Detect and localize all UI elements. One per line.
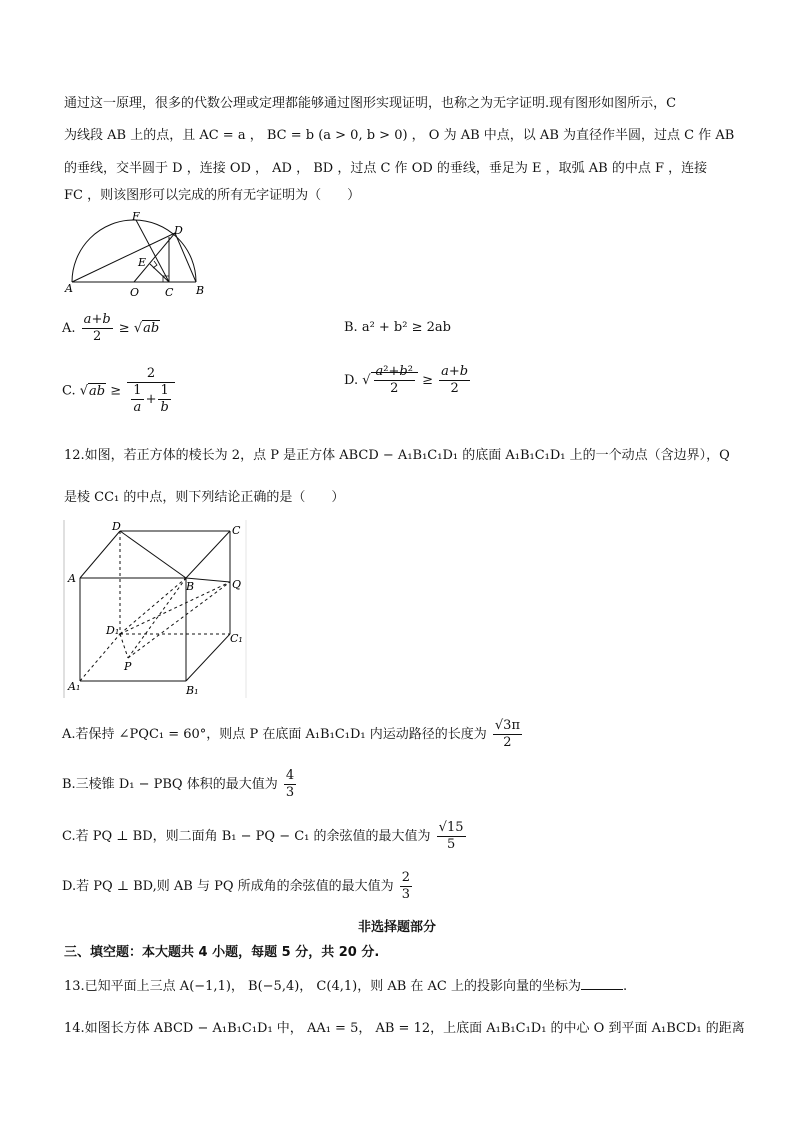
cube-label-d: D (112, 520, 121, 533)
cube-label-a: A (68, 572, 76, 585)
cube-label-a1: A₁ (68, 680, 81, 693)
cube-label-c: C (232, 524, 241, 537)
cube-label-p: P (124, 660, 132, 673)
q14-text: 14.如图长方体 ABCD − A₁B₁C₁D₁ 中， AA₁ = 5， AB = 12，上底面 A₁B₁C₁D₁ 的中心 O 到平面 A₁BCD₁ 的距离 (64, 1021, 745, 1036)
q12-line-1: 12.如图，若正方体的棱长为 2，点 P 是正方体 ABCD − A₁B₁C₁D₁ 的底面 A₁B₁C₁D₁ 上的一个动点（含边界），Q (64, 448, 730, 463)
q11-line-3: 的垂线，交半圆于 D ，连接 OD ， AD ， BD ，过点 C 作 OD 的垂线，垂足为 E ，取弧 AB 的中点 F ，连接 (64, 161, 708, 176)
cube-label-b1: B₁ (186, 684, 199, 697)
q11-option-d: D. √ $\frac{\text{a²+b²}}{2}$ ≥ $\frac{a+b}{2}$ (344, 364, 469, 396)
answer-blank (581, 989, 623, 990)
fig1-label-d: D (174, 224, 183, 237)
section-heading: 三、填空题：本大题共 4 小题，每题 5 分，共 20 分. (64, 945, 380, 960)
q12-line-2: 是棱 CC₁ 的中点，则下列结论正确的是（ ） (64, 490, 345, 505)
q11-line-4: FC ，则该图形可以完成的所有无字证明为（ ） (64, 188, 361, 203)
q11-line-1: 通过这一原理，很多的代数公理或定理都能够通过图形实现证明，也称之为无字证明.现有图形如图所示，C (64, 96, 677, 111)
fig1-label-f: F (132, 210, 140, 223)
q13-text: 13.已知平面上三点 A(−1,1)， B(−5,4)， C(4,1)，则 AB 在 AC 上的投影向量的坐标为 . (64, 979, 628, 994)
semicircle-figure (62, 206, 212, 298)
cube-label-d1: D₁ (106, 624, 120, 637)
q11-option-a: A. $\frac{a+b}{2}$ ≥ √ab (62, 312, 160, 344)
q12-option-c: C.若 PQ ⊥ BD，则二面角 B₁ − PQ − C₁ 的余弦值的最大值为 $\frac{√15}{5}$ (62, 820, 464, 852)
cube-label-q: Q (232, 578, 242, 591)
q11-option-b: B. a² + b² ≥ 2ab (344, 320, 451, 335)
q12-option-a: A.若保持 ∠PQC₁ = 60°，则点 P 在底面 A₁B₁C₁D₁ 内运动路径的长度为 $\frac{√3\pi}{2}$ (62, 718, 520, 750)
cube-label-b: B (186, 580, 195, 593)
q11-line-2: 为线段 AB 上的点，且 AC = a ， BC = b (a > 0, b > 0) ， O 为 AB 中点，以 AB 为直径作半圆，过点 C 作 AB (64, 128, 735, 143)
fig1-label-b: B (196, 284, 205, 297)
fig1-label-a: A (65, 282, 73, 295)
q12-option-d: D.若 PQ ⊥ BD,则 AB 与 PQ 所成角的余弦值的最大值为 $\frac{2}{3}$ (62, 870, 411, 902)
cube-figure (62, 520, 252, 700)
section-title: 非选择题部分 (357, 920, 436, 935)
fig1-label-e: E (138, 256, 147, 269)
cube-label-c1: C₁ (230, 632, 243, 645)
q11-option-c: C. √ab ≥ 2 $\frac{1}{a}$ + $\frac{1}{b}$ (62, 366, 177, 416)
fig1-label-o: O (130, 286, 140, 298)
q12-option-b: B.三棱锥 D₁ − PBQ 体积的最大值为 $\frac{4}{3}$ (62, 768, 295, 800)
fig1-label-c: C (165, 286, 174, 298)
